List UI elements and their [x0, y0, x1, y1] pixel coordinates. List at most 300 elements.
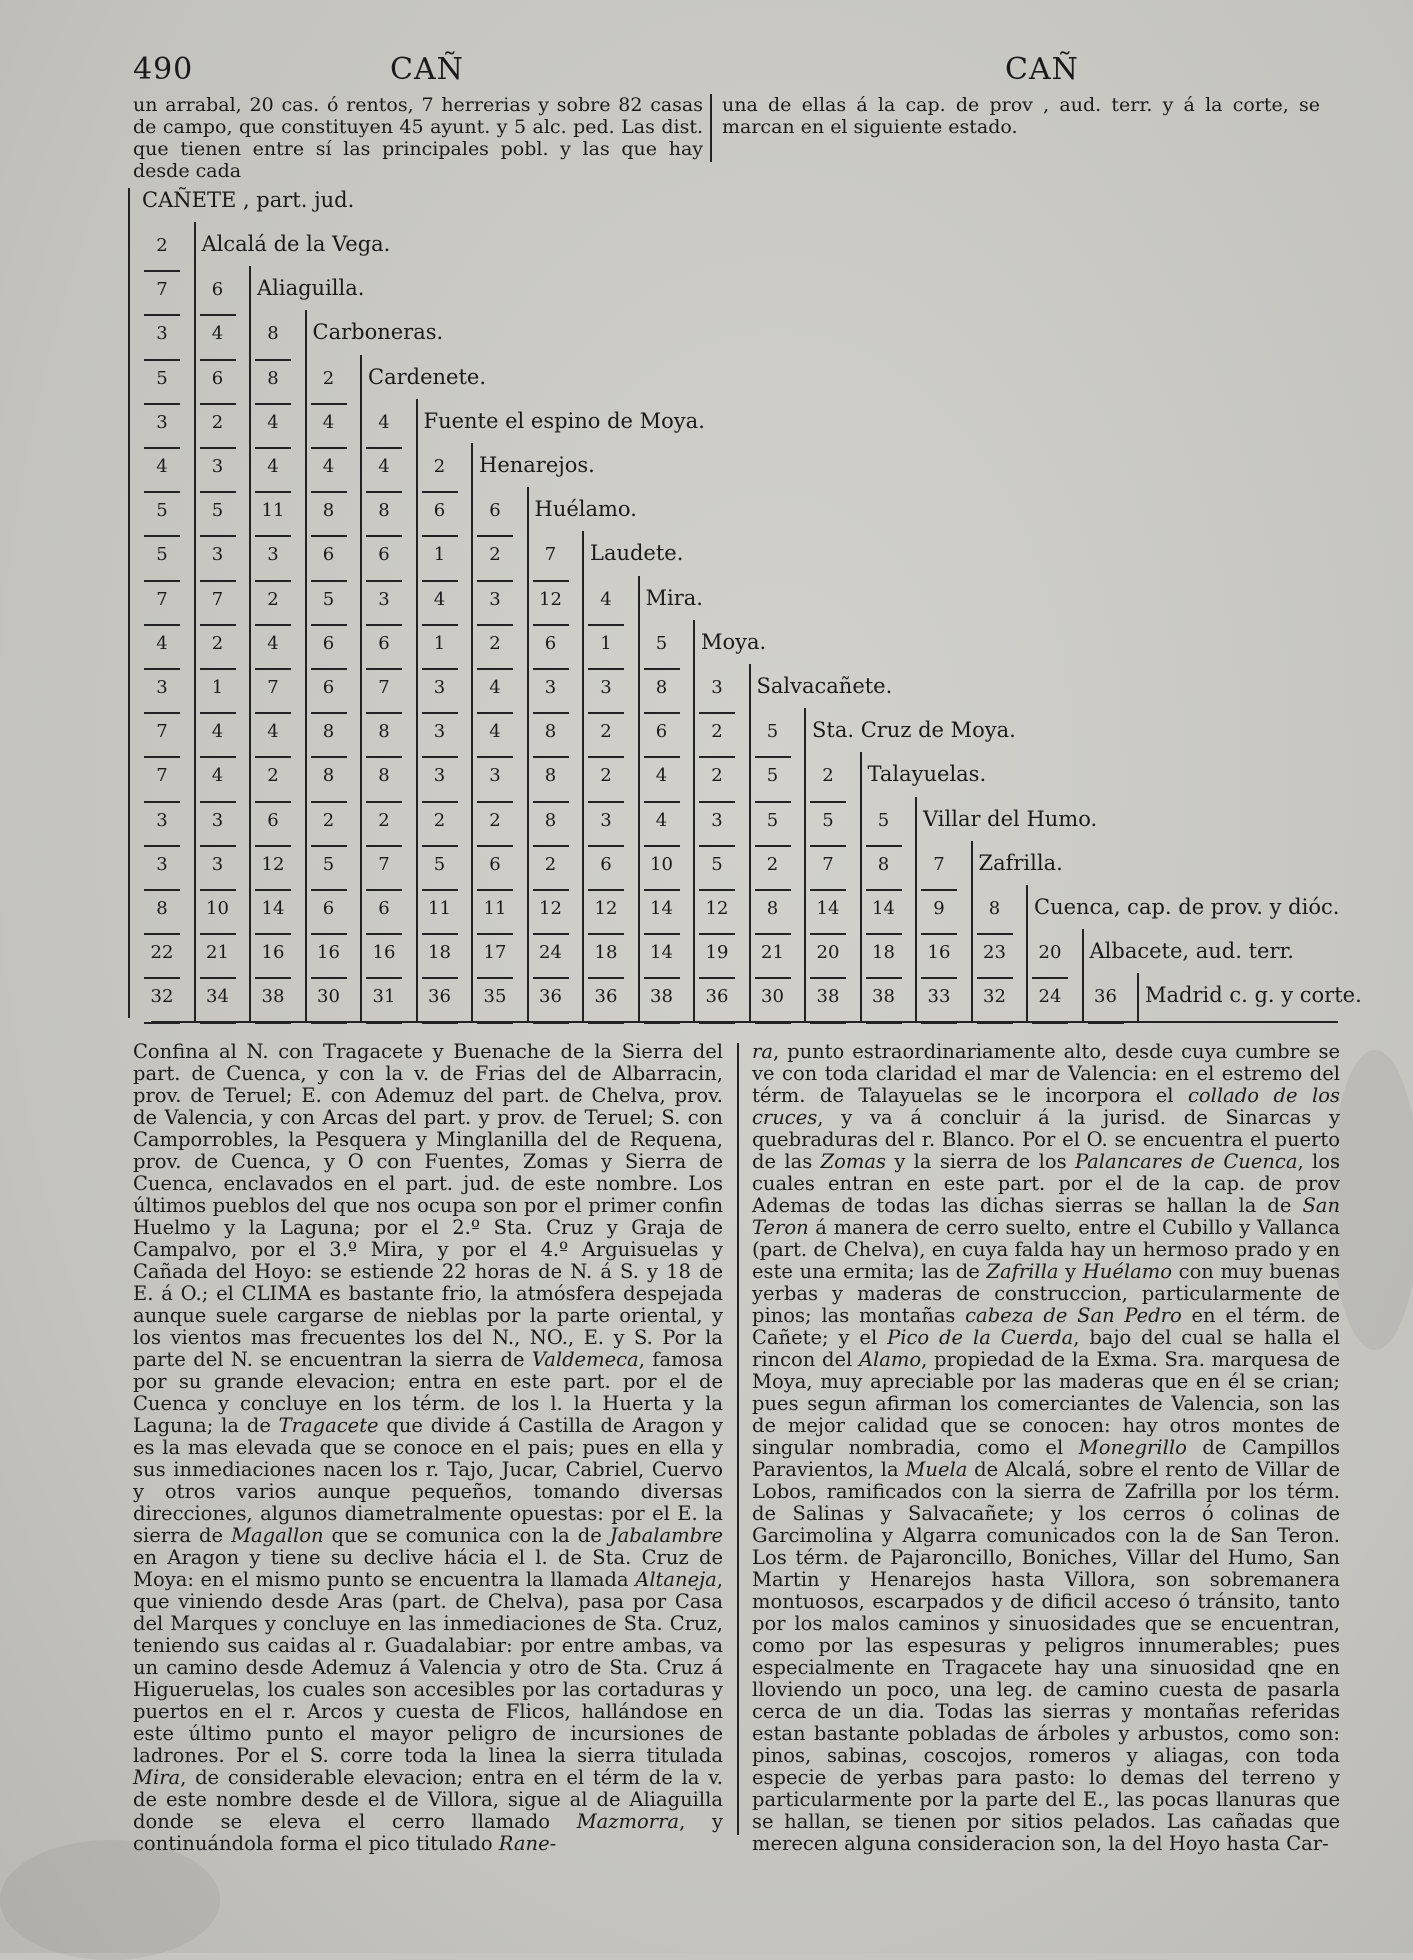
distance-cell: 7	[544, 544, 557, 566]
distance-cell: 6	[211, 279, 224, 301]
distance-cell: 4	[489, 677, 501, 698]
distance-cell: 7	[822, 853, 834, 875]
distance-cell: 6	[322, 632, 335, 654]
cell-underline	[255, 359, 291, 361]
cell-underline	[255, 403, 291, 405]
cell-underline	[755, 801, 791, 803]
cell-underline	[699, 756, 735, 758]
place-name: Moya.	[701, 629, 767, 654]
distance-cell: 2	[822, 765, 834, 787]
cell-underline	[533, 580, 569, 582]
cell-underline	[533, 668, 569, 670]
cell-underline	[200, 756, 236, 758]
distance-cell: 5	[711, 853, 723, 875]
cell-underline	[644, 889, 680, 891]
cell-underline	[422, 624, 458, 626]
distance-cell: 4	[267, 632, 279, 654]
cell-underline	[644, 977, 680, 979]
distance-cell: 4	[211, 765, 224, 787]
cell-underline	[755, 977, 791, 979]
distance-cell: 8	[655, 677, 668, 698]
distance-cell: 8	[322, 500, 335, 522]
cell-underline	[921, 977, 957, 979]
step-divider	[416, 399, 418, 1022]
cell-underline	[200, 845, 236, 847]
cell-underline	[366, 801, 402, 803]
distance-cell: 3	[600, 677, 612, 698]
distance-cell: 5	[655, 632, 668, 654]
cell-underline	[255, 801, 291, 803]
distance-cell: 4	[156, 632, 168, 654]
distance-cell: 3	[156, 677, 168, 698]
cell-underline	[977, 977, 1013, 979]
cell-underline	[755, 845, 791, 847]
distance-cell: 12	[539, 898, 562, 919]
distance-cell: 3	[378, 588, 390, 610]
distance-cell: 12	[594, 898, 618, 919]
cell-underline	[866, 977, 902, 979]
distance-cell: 14	[650, 942, 673, 964]
intro-column-divider	[710, 94, 712, 162]
cell-underline	[699, 801, 735, 803]
distance-cell: 6	[544, 632, 557, 654]
place-name: Aliaguilla.	[257, 276, 365, 301]
distance-cell: 2	[766, 853, 779, 875]
distance-cell: 6	[378, 544, 390, 566]
place-name: Salvacañete.	[756, 674, 893, 698]
cell-underline	[699, 933, 735, 935]
cell-underline	[255, 845, 291, 847]
cell-underline	[366, 580, 402, 582]
distance-cell: 3	[156, 411, 168, 433]
distance-cell: 2	[711, 765, 723, 787]
cell-underline	[533, 712, 569, 714]
distance-cell: 4	[211, 721, 224, 743]
cell-underline	[588, 712, 624, 714]
cell-underline	[366, 491, 402, 493]
step-divider	[749, 664, 751, 1022]
cell-underline	[144, 801, 180, 803]
distance-cell: 4	[322, 411, 335, 433]
cell-underline	[311, 403, 347, 405]
distance-cell: 8	[877, 853, 890, 875]
distance-cell: 8	[267, 367, 279, 389]
cell-underline	[644, 712, 680, 714]
distance-cell: 2	[322, 809, 335, 831]
distance-cell: 5	[766, 809, 779, 831]
distance-cell: 4	[322, 456, 335, 477]
distance-cell: 31	[372, 986, 396, 1008]
cell-underline	[477, 845, 513, 847]
cell-underline	[200, 933, 236, 935]
distance-cell: 12	[705, 898, 729, 919]
distance-cell: 1	[211, 677, 224, 698]
distance-cell: 8	[544, 809, 557, 831]
distance-cell: 36	[428, 986, 451, 1008]
distance-cell: 6	[322, 544, 335, 566]
distance-cell: 2	[433, 809, 446, 831]
cell-underline	[200, 801, 236, 803]
cell-underline	[144, 580, 180, 582]
distance-cell: 3	[433, 765, 446, 787]
distance-cell: 38	[816, 986, 840, 1008]
cell-underline	[477, 801, 513, 803]
cell-underline	[588, 845, 624, 847]
cell-underline	[200, 491, 236, 493]
distance-cell: 4	[378, 456, 390, 477]
intro-right-column: una de ellas á la cap. de prov , aud. terr. y á la corte, se marcan en el siguiente estado.	[722, 94, 1320, 138]
distance-cell: 3	[600, 809, 612, 831]
cell-underline	[200, 314, 236, 316]
distance-cell: 2	[600, 765, 612, 787]
place-name: Huélamo.	[534, 497, 637, 522]
distance-cell: 18	[428, 942, 451, 964]
place-name: Mira.	[645, 585, 703, 610]
distance-cell: 8	[156, 898, 168, 919]
distance-cell: 2	[267, 588, 279, 610]
cell-underline	[144, 359, 180, 361]
cell-underline	[255, 491, 291, 493]
distance-cell: 6	[433, 500, 446, 522]
cell-underline	[644, 845, 680, 847]
distance-cell: 4	[433, 588, 446, 610]
distance-cell: 24	[539, 942, 562, 964]
distance-cell: 16	[372, 942, 396, 964]
distance-cell: 4	[600, 588, 612, 610]
distance-cell: 8	[544, 765, 557, 787]
distance-cell: 3	[211, 809, 224, 831]
distance-cell: 14	[872, 898, 895, 919]
step-divider	[1137, 973, 1139, 1021]
distance-cell: 5	[156, 544, 168, 566]
distance-cell: 6	[378, 632, 390, 654]
distance-cell: 3	[544, 677, 557, 698]
distance-cell: 6	[211, 367, 224, 389]
distance-cell: 36	[539, 986, 562, 1008]
cell-underline	[144, 447, 180, 449]
distance-cell: 4	[156, 456, 168, 477]
body-right-column: ra, punto estraordinariamente alto, desde cuya cumbre se ve con toda claridad el mar de Valencia: en el estremo del térm. de Talayuelas se le incorpora el collado de los cruces, y va á concluir á la jurisd. de Sinarcas y quebraduras del r. Blanco. Por el O. se encuentra el puerto de las Zomas y la sierra de los Palancares de Cuenca, los cuales entran en este part. por el de la cap. de prov Ademas de todas las dichas sierras se hallan la de San Teron á manera de cerro suelto, entre el Cubillo y Vallanca (part. de Chelva), en cuya falda hay un hermoso prado y en este una ermita; las de Zafrilla y Huélamo con muy buenas yerbas y maderas de construccion, particularmente de pinos; las montañas cabeza de San Pedro en el térm. de Cañete; y el Pico de la Cuerda, bajo del cual se halla el rincon del Alamo, propiedad de la Exma. Sra. marquesa de Moya, muy apreciable por las maderas que en él se crian; pues segun afirman los comerciantes de Valencia, son las de mejor calidad que se conocen: hay otros montes de singular nombradia, como el Monegrillo de Campillos Paravientos, la Muela de Alcalá, sobre el rento de Villar de Lobos, ramificados con la sierra de Zafrilla por los térm. de Salinas y Salvacañete; y los cerros ó colinas de Garcimolina y Algarra comunicados con la de San Teron. Los térm. de Pajaroncillo, Boniches, Villar del Humo, San Martin y Henarejos hasta Villora, son sobremanera montuosos, escarpados y de dificil acceso ó tránsito, tanto por los malos caminos y sinuosidades que se encuentran, como por las espesuras y peligros innumerables; pues especialmente en Tragacete hay una sinuosidad qne en lloviendo un poco, una leg. de camino cuesta de pasarla cerca de un dia. Todas las sierras y montañas referidas estan bastante pobladas de árboles y arbustos, como son: pinos, sabinas, coscojos, romeros y aliagas, con toda especie de yerbas para pasto: lo demas del terreno y particularmente por la parte del E., las pocas llanuras que se hallan, se tienen por sitios pelados. Las cañadas que merecen alguna consideracion son, la del Hoyo hasta Car-	[752, 1040, 1341, 1855]
cell-underline	[422, 712, 458, 714]
distance-cell: 4	[489, 721, 501, 743]
distance-cell: 20	[1038, 942, 1062, 964]
distance-cell: 2	[267, 765, 279, 787]
distance-cell: 4	[267, 721, 279, 743]
distance-cell: 5	[156, 367, 168, 389]
place-name: Madrid c. g. y corte.	[1145, 983, 1362, 1008]
cell-underline	[533, 977, 569, 979]
cell-underline	[866, 845, 902, 847]
place-name: Cuenca, cap. de prov. y dióc.	[1034, 895, 1340, 919]
cell-underline	[477, 535, 513, 537]
distance-cell: 7	[267, 677, 279, 698]
cell-underline	[144, 491, 180, 493]
cell-underline	[533, 889, 569, 891]
cell-underline	[533, 801, 569, 803]
cell-underline	[644, 933, 680, 935]
cell-underline	[422, 491, 458, 493]
body-column-divider	[737, 1043, 739, 1835]
distance-cell: 20	[816, 942, 840, 964]
cell-underline	[921, 889, 957, 891]
distance-cell: 3	[156, 809, 168, 831]
distance-cell: 10	[206, 898, 229, 919]
distance-cell: 7	[378, 677, 390, 698]
cell-underline	[144, 977, 180, 979]
cell-underline	[755, 889, 791, 891]
distance-cell: 3	[211, 853, 224, 875]
cell-underline	[533, 933, 569, 935]
cell-underline	[588, 889, 624, 891]
cell-underline	[144, 712, 180, 714]
distance-cell: 6	[600, 853, 612, 875]
cell-underline	[699, 889, 735, 891]
cell-underline	[144, 624, 180, 626]
cell-underline	[422, 845, 458, 847]
distance-cell: 8	[378, 500, 390, 522]
cell-underline	[255, 668, 291, 670]
distance-cell: 14	[261, 898, 285, 919]
distance-cell: 3	[156, 853, 168, 875]
distance-cell: 8	[988, 898, 1001, 919]
cell-underline	[200, 403, 236, 405]
distance-cell: 3	[433, 677, 446, 698]
distance-cell: 5	[322, 588, 335, 610]
distance-cell: 2	[378, 809, 390, 831]
cell-underline	[810, 933, 846, 935]
cell-underline	[533, 624, 569, 626]
distance-cell: 4	[267, 456, 279, 477]
cell-underline	[477, 712, 513, 714]
cell-underline	[311, 580, 347, 582]
distance-cell: 38	[872, 986, 895, 1008]
distance-cell: 4	[655, 809, 668, 831]
cell-underline	[1032, 977, 1068, 979]
cell-underline	[366, 668, 402, 670]
distance-cell: 4	[378, 411, 390, 433]
distance-cell: 2	[600, 721, 612, 743]
distance-cell: 6	[489, 853, 501, 875]
cell-underline	[921, 933, 957, 935]
cell-underline	[366, 447, 402, 449]
cell-underline	[366, 889, 402, 891]
cell-underline	[422, 535, 458, 537]
distance-cell: 21	[761, 942, 784, 964]
cell-underline	[422, 668, 458, 670]
distance-cell: 17	[483, 942, 507, 964]
cell-underline	[255, 756, 291, 758]
distance-cell: 3	[711, 809, 723, 831]
table-left-border	[128, 188, 130, 1018]
distance-cell: 8	[322, 765, 335, 787]
cell-underline	[255, 977, 291, 979]
distance-cell: 21	[206, 942, 229, 964]
cell-underline	[200, 668, 236, 670]
distance-cell: 16	[317, 942, 340, 964]
distance-cell: 5	[433, 853, 446, 875]
distance-cell: 7	[933, 853, 945, 875]
distance-cell: 2	[322, 367, 335, 389]
cell-underline	[866, 933, 902, 935]
distance-cell: 8	[322, 721, 335, 743]
cell-underline	[644, 756, 680, 758]
body-left-column: Confina al N. con Tragacete y Buenache de la Sierra del part. de Cuenca, y con la v. de Frias del de Albarracin, prov. de Teruel; E. con Ademuz del part. de Chelva, prov. de Valencia, y con Arcas del part. y prov. de Teruel; S. con Camporrobles, la Pesquera y Minglanilla del de Requena, prov. de Cuenca, y O con Fuentes, Zomas y Sierra de Cuenca, enclavados en el part. jud. de este nombre. Los últimos pueblos del que nos ocupa son por el primer confin Huelmo y la Laguna; por el 2.º Sta. Cruz y Graja de Campalvo, por el 3.º Mira, y por el 4.º Arguisuelas y Cañada del Hoyo: se estiende 22 horas de N. á S. y 18 de E. á O.; el CLIMA es bastante frio, la atmósfera despejada aunque suele cargarse de nieblas por la parte oriental, y los vientos mas frecuentes los del N., NO., E. y S. Por la parte del N. se encuentran la sierra de Valdemeca, famosa por su grande elevacion; entra en este part. por el de Cuenca y concluye en los térm. de los l. la Huerta y la Laguna; la de Tragacete que divide á Castilla de Aragon y es la mas elevada que se conoce en el pais; pues en ella y sus inmediaciones nacen los r. Tajo, Jucar, Cabriel, Cuervo y otros varios aunque pequeños, tomando diversas direcciones, algunos diametralmente opuestas: por el E. la sierra de Magallon que se comunica con la de Jabalambre en Aragon y tiene su declive hácia el l. de Sta. Cruz de Moya: en el mismo punto se encuentra la llamada Altaneja, que viniendo desde Aras (part. de Chelva), pasa por Casa del Marques y concluye en las inmediaciones de Sta. Cruz, teniendo sus caidas al r. Guadalabiar: por entre ambas, va un camino desde Ademuz á Valencia y otro de Sta. Cruz á Higueruelas, los cuales son accesibles por las cortaduras y puertos en el r. Arcos y cuesta de Flicos, hallándose en este último punto el mayor peligro de incursiones de ladrones. Por el S. corre toda la linea la sierra titulada Mira, de considerable elevacion; entra en el térm de la v. de este nombre desde el de Villora, sigue al de Aliaguilla donde se eleva el cerro llamado Mazmorra, y continuándola forma el pico titulado Rane-	[133, 1040, 724, 1855]
distance-cell: 8	[544, 721, 557, 743]
cell-underline	[533, 756, 569, 758]
cell-underline	[366, 756, 402, 758]
distance-cell: 1	[600, 632, 612, 654]
distance-cell: 5	[156, 500, 168, 522]
cell-underline	[588, 756, 624, 758]
distance-cell: 3	[711, 677, 723, 698]
distance-cell: 3	[489, 588, 501, 610]
cell-underline	[144, 403, 180, 405]
cell-underline	[311, 977, 347, 979]
cell-underline	[422, 801, 458, 803]
cell-underline	[366, 977, 402, 979]
cell-underline	[477, 756, 513, 758]
distance-cell: 36	[705, 986, 729, 1008]
distance-cell: 1	[433, 544, 446, 566]
cell-underline	[255, 447, 291, 449]
cell-underline	[311, 535, 347, 537]
cell-underline	[311, 447, 347, 449]
cell-underline	[588, 977, 624, 979]
distance-cell: 38	[261, 986, 285, 1008]
cell-underline	[144, 889, 180, 891]
right-running-head: CAÑ	[1005, 52, 1079, 87]
distance-cell: 12	[539, 588, 562, 610]
cell-underline	[255, 933, 291, 935]
cell-underline	[477, 624, 513, 626]
place-name: Albacete, aud. terr.	[1089, 939, 1294, 964]
distance-cell: 11	[261, 500, 285, 522]
place-name: Villar del Humo.	[923, 806, 1098, 831]
distance-cell: 2	[211, 632, 224, 654]
cell-underline	[144, 314, 180, 316]
distance-cell: 6	[322, 677, 335, 698]
place-name: Henarejos.	[479, 453, 595, 477]
distance-cell: 35	[483, 986, 507, 1008]
cell-underline	[810, 889, 846, 891]
distance-cell: 34	[206, 986, 229, 1008]
cell-underline	[144, 756, 180, 758]
cell-underline	[366, 535, 402, 537]
distance-cell: 7	[156, 721, 168, 743]
distance-cell: 5	[822, 809, 834, 831]
distance-cell: 6	[378, 898, 390, 919]
cell-underline	[588, 624, 624, 626]
distance-cell: 5	[766, 721, 779, 743]
distance-cell: 7	[156, 588, 168, 610]
distance-cell: 23	[983, 942, 1006, 964]
table-title: CAÑETE , part. jud.	[142, 188, 355, 212]
distance-cell: 3	[211, 544, 224, 566]
place-name: Sta. Cruz de Moya.	[812, 718, 1016, 743]
distance-cell: 6	[489, 500, 501, 522]
cell-underline	[588, 668, 624, 670]
distance-cell: 18	[594, 942, 618, 964]
distance-cell: 9	[933, 898, 945, 919]
cell-underline	[477, 933, 513, 935]
cell-underline	[200, 580, 236, 582]
distance-cell: 10	[650, 853, 673, 875]
distance-cell: 22	[150, 942, 174, 964]
distance-cell: 2	[544, 853, 557, 875]
cell-underline	[422, 889, 458, 891]
distance-cell: 2	[711, 721, 723, 743]
cell-underline	[311, 801, 347, 803]
distance-cell: 19	[705, 942, 729, 964]
table-bottom-rule	[151, 1021, 1338, 1023]
distance-cell: 6	[322, 898, 335, 919]
distance-cell: 14	[650, 898, 673, 919]
distance-cell: 33	[927, 986, 951, 1008]
distance-cell: 32	[150, 986, 174, 1008]
distance-cell: 2	[489, 809, 501, 831]
cell-underline	[311, 756, 347, 758]
place-name: Talayuelas.	[867, 762, 987, 787]
cell-underline	[311, 933, 347, 935]
cell-underline	[866, 889, 902, 891]
distance-cell: 1	[433, 632, 446, 654]
cell-underline	[311, 845, 347, 847]
distance-cell: 18	[872, 942, 895, 964]
cell-underline	[144, 668, 180, 670]
cell-underline	[144, 535, 180, 537]
distance-cell: 24	[1038, 986, 1062, 1008]
distance-cell: 7	[378, 853, 390, 875]
distance-cell: 5	[877, 809, 890, 831]
left-running-head: CAÑ	[390, 52, 464, 87]
distance-cell: 16	[927, 942, 951, 964]
cell-underline	[200, 359, 236, 361]
distance-cell: 7	[156, 279, 168, 301]
distance-cell: 3	[433, 721, 446, 743]
place-name: Carboneras.	[312, 320, 444, 345]
cell-underline	[477, 977, 513, 979]
distance-cell: 16	[261, 942, 285, 964]
cell-underline	[311, 668, 347, 670]
distance-cell: 8	[766, 898, 779, 919]
distance-cell: 4	[211, 323, 224, 345]
cell-underline	[255, 535, 291, 537]
cell-underline	[810, 977, 846, 979]
cell-underline	[366, 845, 402, 847]
distance-cell: 6	[655, 721, 668, 743]
place-name: Laudete.	[590, 541, 684, 566]
cell-underline	[144, 270, 180, 272]
intro-left-column: un arrabal, 20 cas. ó rentos, 7 herrerias y sobre 82 casas de campo, que constituyen 45 ayunt. y 5 alc. ped. Las dist. que tienen entre sí las principales pobl. y las que hay desde cada	[133, 94, 703, 182]
cell-underline	[422, 756, 458, 758]
distance-cell: 2	[211, 411, 224, 433]
cell-underline	[477, 668, 513, 670]
distance-cell: 4	[267, 411, 279, 433]
cell-underline	[366, 933, 402, 935]
cell-underline	[200, 624, 236, 626]
place-name: Alcalá de la Vega.	[201, 232, 391, 256]
cell-underline	[422, 977, 458, 979]
page-number: 490	[133, 52, 194, 87]
distance-cell: 30	[761, 986, 784, 1008]
distance-cell: 3	[489, 765, 501, 787]
distance-cell: 2	[433, 456, 446, 477]
cell-underline	[477, 580, 513, 582]
cell-underline	[477, 889, 513, 891]
distance-cell: 3	[267, 544, 279, 566]
place-name: Fuente el espino de Moya.	[423, 408, 705, 433]
cell-underline	[366, 712, 402, 714]
